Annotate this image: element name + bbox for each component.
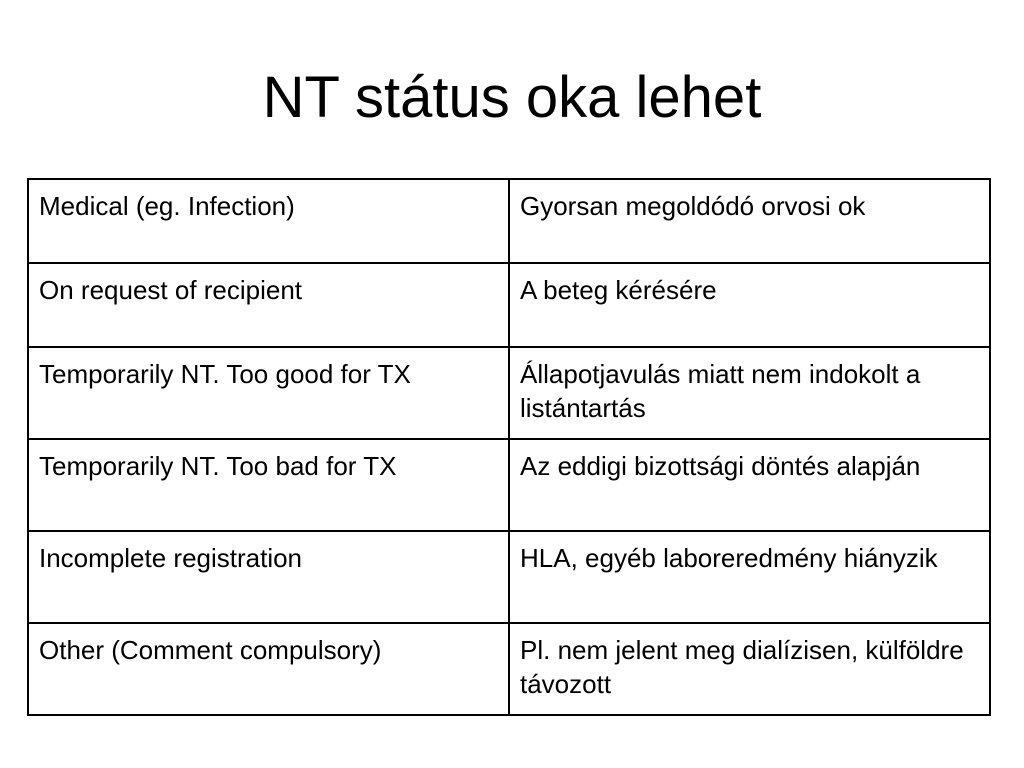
table-row — [28, 263, 990, 347]
reason-en-cell: Temporarily NT. Too bad for TX — [28, 439, 509, 531]
status-table-container — [27, 178, 989, 716]
table-row — [28, 531, 990, 623]
table-row — [28, 439, 990, 531]
reason-en-cell: Temporarily NT. Too good for TX — [28, 347, 509, 439]
reason-en-cell: Medical (eg. Infection) — [28, 179, 509, 263]
reason-hu-cell: A beteg kérésére — [509, 263, 990, 347]
slide-title: NT státus oka lehet — [262, 65, 762, 130]
reason-hu-cell: Az eddigi bizottsági döntés alapján — [509, 439, 990, 531]
reason-hu-cell: Gyorsan megoldódó orvosi ok — [509, 179, 990, 263]
reason-en-cell: On request of recipient — [28, 263, 509, 347]
reason-en-cell: Other (Comment compulsory) — [28, 623, 509, 715]
table-row — [28, 347, 990, 439]
reason-en-cell: Incomplete registration — [28, 531, 509, 623]
reason-hu-cell: Állapotjavulás miatt nem indokolt a listántartás — [509, 347, 990, 439]
reason-hu-cell: Pl. nem jelent meg dialízisen, külföldre távozott — [509, 623, 990, 715]
table-row — [28, 623, 990, 715]
reason-hu-cell: HLA, egyéb laboreredmény hiányzik — [509, 531, 990, 623]
table-row — [28, 179, 990, 263]
status-reason-table — [27, 178, 991, 716]
